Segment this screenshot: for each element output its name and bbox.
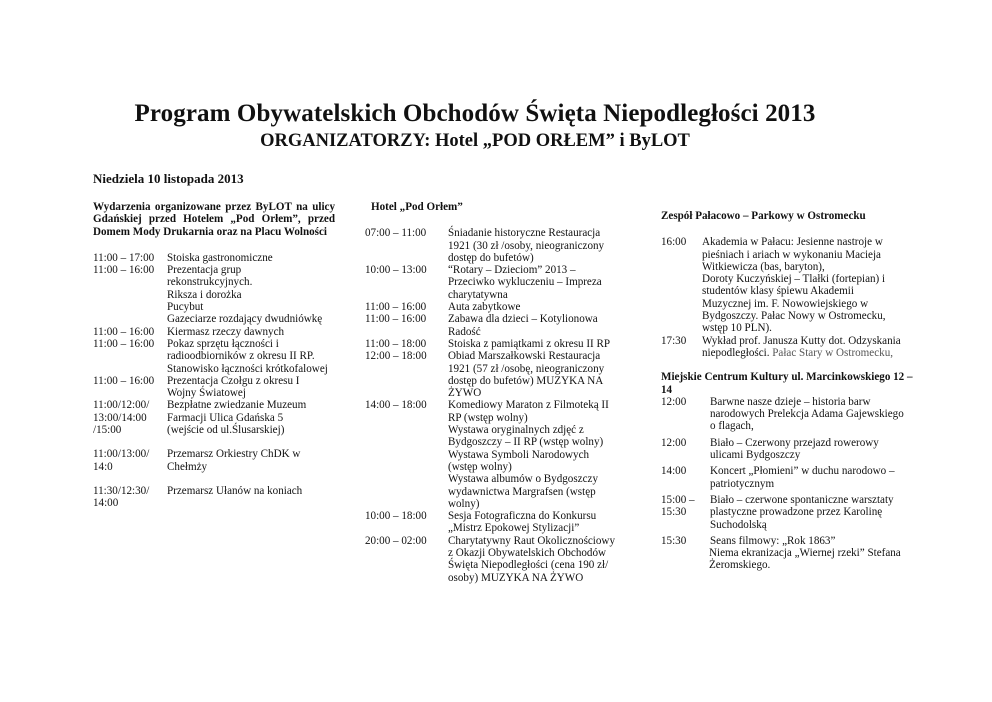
schedule-row xyxy=(661,335,913,360)
time: 12:00 – 18:00 xyxy=(365,350,427,363)
schedule-row xyxy=(661,506,913,531)
schedule-row xyxy=(365,350,625,399)
time: 11:00 – 16:00 xyxy=(93,337,155,350)
time: 11:30/12:30/ 14:00 xyxy=(93,484,150,510)
page-subtitle: ORGANIZATORZY: Hotel „POD ORŁEM” i ByLOT xyxy=(260,131,690,151)
schedule-row xyxy=(365,510,625,535)
description: Prezentacja grup rekonstrukcyjnych. Riksza i dorożka Pucybut Gazeciarze rozdający dwudniówkę xyxy=(167,264,323,326)
right-heading-mck: Miejskie Centrum Kultury ul. Marcinkowskiego 12 – 14 xyxy=(661,371,913,396)
description-extra: Pałac Stary w Ostromecku, xyxy=(769,346,894,359)
schedule-row xyxy=(365,227,625,264)
time: 11:00 – 16:00 xyxy=(93,264,155,277)
description: Barwne nasze dzieje – historia barw narodowych Prelekcja Adama Gajewskiego o flagach, xyxy=(710,395,904,433)
description: Zabawa dla dzieci – Kotylionowa Radość xyxy=(448,313,598,338)
description: Auta zabytkowe xyxy=(448,301,521,314)
description: Stoiska z pamiątkami z okresu II RP xyxy=(448,337,611,350)
schedule-row xyxy=(365,338,625,350)
description: Kiermasz rzeczy dawnych xyxy=(167,325,285,338)
description: Przemarsz Orkiestry ChDK w Chełmży xyxy=(167,448,301,473)
time: 14:00 xyxy=(661,465,687,478)
schedule-row xyxy=(661,396,913,433)
schedule-row xyxy=(365,264,625,301)
description: Stoiska gastronomiczne xyxy=(167,251,273,264)
time: 12:00 xyxy=(661,395,687,408)
film-note: Niema ekranizacja „Wiernej rzeki” Stefana Żeromskiego. xyxy=(709,547,901,572)
schedule-row xyxy=(93,448,335,473)
time: 07:00 – 11:00 xyxy=(365,227,427,240)
time: 11:00/12:00/ 13:00/14:00 /15:00 xyxy=(93,399,150,437)
day-heading: Niedziela 10 listopada 2013 xyxy=(93,171,244,186)
schedule-row xyxy=(661,437,913,462)
description: “Rotary – Dzieciom” 2013 – Przeciwko wykluczeniu – Impreza charytatywna xyxy=(448,264,602,301)
schedule-row xyxy=(365,399,625,510)
description: Akademia w Pałacu: Jesienne nastroje w pieśniach i ariach w wykonaniu Macieja Witkiewicza (bas, baryton), Doroty Kuczyńskiej – Tlałki (fortepian) i studentów klasy śpiewu Akademii Muzycznej im. F. Nowowiejskiego w Bydgoszczy. Pałac Nowy w Ostromecku, wstęp 10 PLN). xyxy=(702,236,886,335)
schedule-row xyxy=(365,535,625,584)
time: 11:00 – 17:00 xyxy=(93,251,155,264)
middle-heading: Hotel „Pod Orłem” xyxy=(371,201,463,213)
left-heading: Wydarzenia organizowane przez ByLOT na ulicy Gdańskiej przed Hotelem „Pod Orłem”, przed Domem Mody Drukarnia oraz na Placu Wolności xyxy=(93,201,335,238)
schedule-row xyxy=(93,338,335,375)
schedule-row xyxy=(93,399,335,436)
schedule-row xyxy=(365,313,625,338)
page-title: Program Obywatelskich Obchodów Święta Niepodległości 2013 xyxy=(134,100,816,127)
schedule-row xyxy=(661,236,913,334)
time: 15:30 xyxy=(661,506,687,519)
description xyxy=(702,335,913,360)
time: 20:00 – 02:00 xyxy=(365,534,427,547)
time: 11:00 – 18:00 xyxy=(365,337,427,350)
schedule-row xyxy=(661,535,913,547)
time: 16:00 xyxy=(661,236,687,249)
schedule-row xyxy=(661,465,913,490)
time: 11:00 – 16:00 xyxy=(93,374,155,387)
time: 12:00 xyxy=(661,436,687,449)
description: Charytatywny Raut Okolicznościowy z Okazji Obywatelskich Obchodów Święta Niepodległości (cena 190 zł/ osoby) MUZYKA NA ŻYWO xyxy=(448,534,615,584)
time: 11:00 – 16:00 xyxy=(365,313,427,326)
description: Bezpłatne zwiedzanie Muzeum Farmacji Ulica Gdańska 5 (wejście od ul.Ślusarskiej) xyxy=(167,399,307,437)
description-main: Wykład prof. Janusza Kutty dot. Odzyskania niepodległości. xyxy=(702,334,901,359)
description: Obiad Marszałkowski Restauracja 1921 (57 zł /osobę, nieograniczony dostęp do bufetów) MUZYKA NA ŻYWO xyxy=(448,350,605,400)
schedule-row xyxy=(93,485,335,510)
description: Koncert „Płomieni” w duchu narodowo – patriotycznym xyxy=(710,465,895,490)
schedule-row xyxy=(93,375,335,400)
description: Komediowy Maraton z Filmoteką II RP (wstęp wolny) Wystawa oryginalnych zdjęć z Bydgoszczy – II RP (wstęp wolny) Wystawa Symboli Narodowych (wstęp wolny) Wystawa albumów o Bydgoszczy wydawnictwa Margrafsen (wstęp wolny) xyxy=(448,399,609,510)
time: 11:00/13:00/ 14:0 xyxy=(93,448,150,473)
right-heading-palace: Zespół Pałacowo – Parkowy w Ostromecku xyxy=(661,210,866,222)
time: 17:30 xyxy=(661,334,687,347)
time: 11:00 – 16:00 xyxy=(365,301,427,314)
left-column xyxy=(93,201,335,510)
description: Seans filmowy: „Rok 1863” xyxy=(710,534,836,547)
description: Biało – Czerwony przejazd rowerowy ulicami Bydgoszczy xyxy=(710,436,879,462)
time: 10:00 – 13:00 xyxy=(365,264,427,277)
description: Prezentacja Czołgu z okresu I Wojny Światowej xyxy=(167,374,300,400)
time: 11:00 – 16:00 xyxy=(93,325,155,338)
time: 15:30 xyxy=(661,534,687,547)
description: plastyczne prowadzone przez Karolinę Suchodolską xyxy=(710,506,883,531)
schedule-row xyxy=(93,264,335,325)
description: Biało – czerwone spontaniczne warsztaty xyxy=(710,493,894,506)
description: Przemarsz Ułanów na koniach xyxy=(167,484,303,497)
schedule-row xyxy=(93,326,335,338)
description: Pokaz sprzętu łączności i radioodbiorników z okresu II RP. Stanowisko łączności krótkofalowej xyxy=(167,337,328,375)
right-column xyxy=(661,210,913,572)
schedule-row xyxy=(365,301,625,313)
schedule-row xyxy=(93,252,335,264)
schedule-row xyxy=(661,494,913,506)
description: Śniadanie historyczne Restauracja 1921 (30 zł /osoby, nieograniczony dostęp do bufetów) xyxy=(448,227,605,264)
time: 10:00 – 18:00 xyxy=(365,510,427,523)
time: 15:00 – xyxy=(661,493,695,506)
time: 14:00 – 18:00 xyxy=(365,399,427,412)
middle-column xyxy=(365,201,625,584)
description: Sesja Fotograficzna do Konkursu „Mistrz Epokowej Stylizacji” xyxy=(448,510,597,535)
